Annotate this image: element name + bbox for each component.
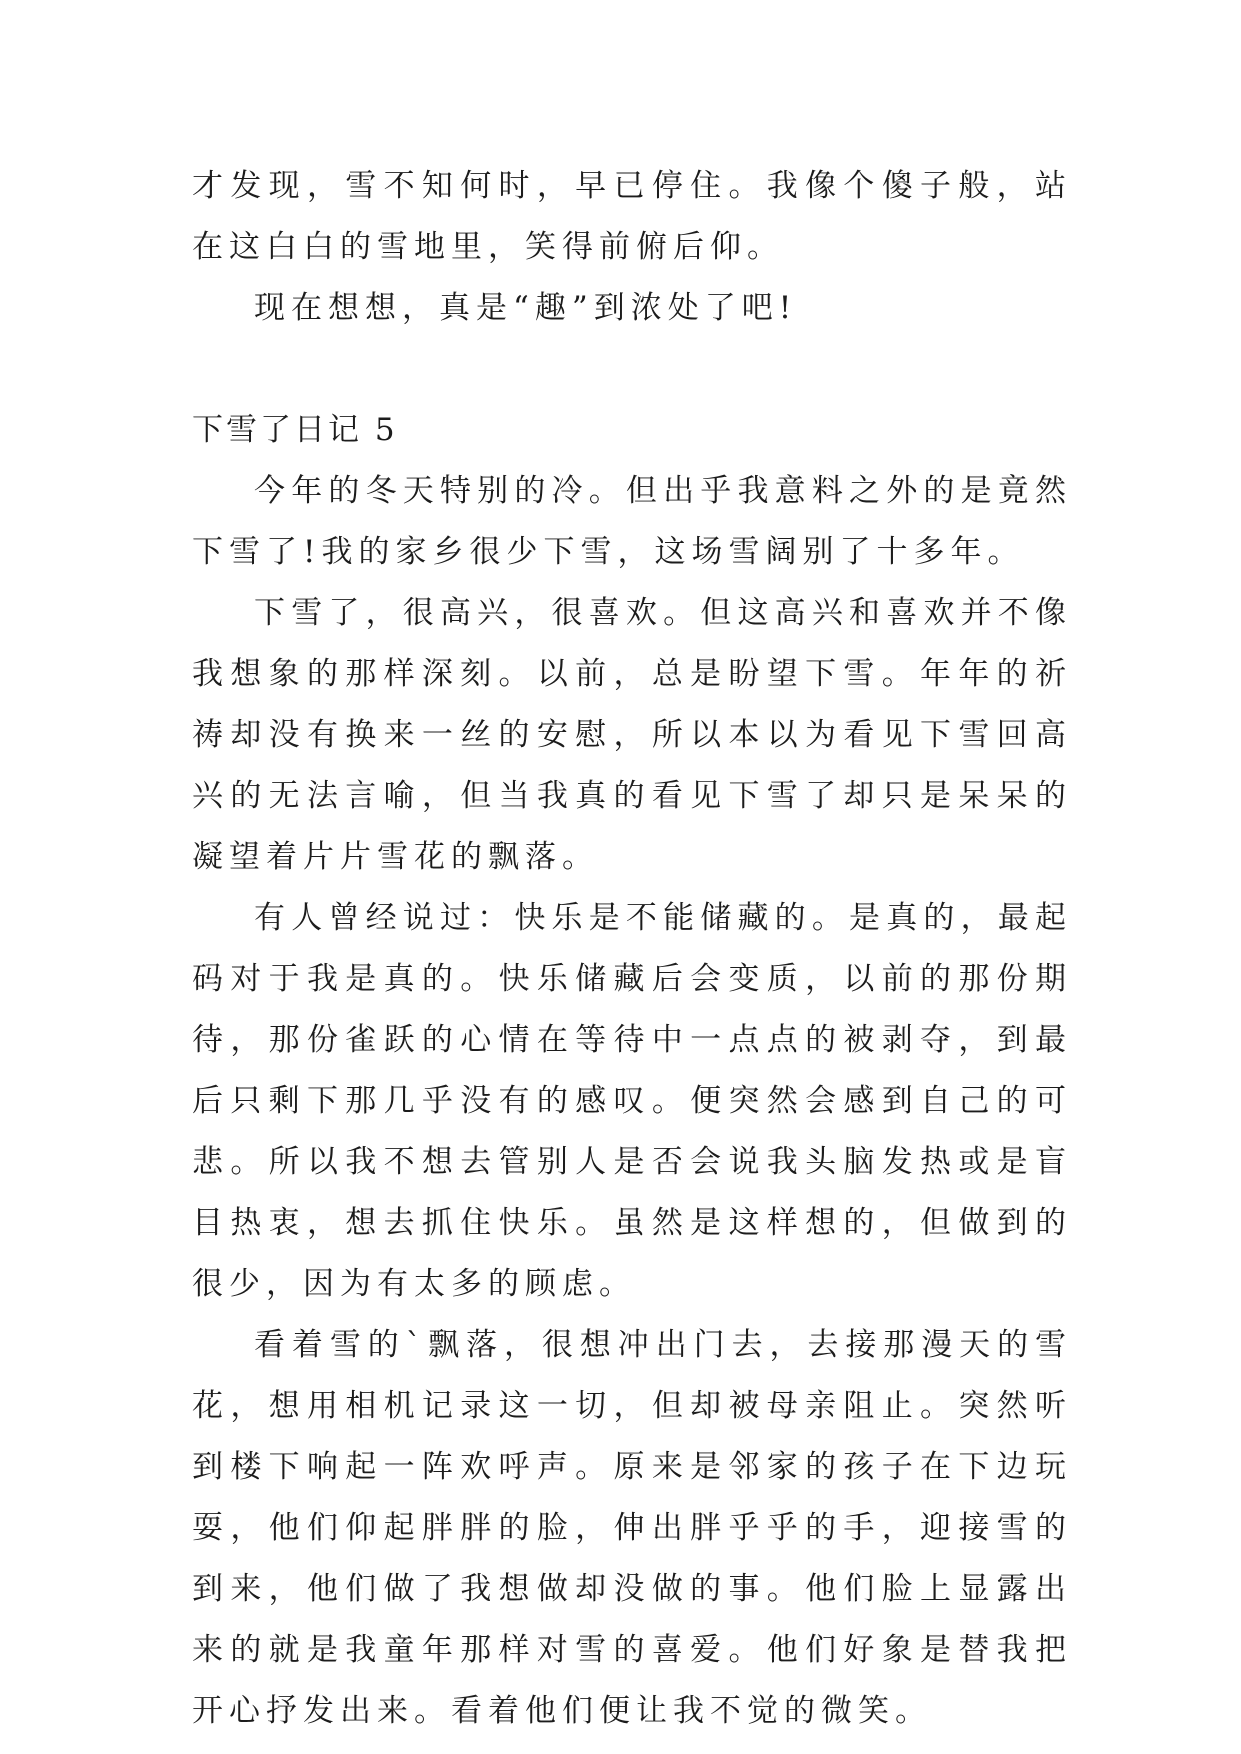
body-paragraph-1: 今年的冬天特别的冷。但出乎我意料之外的是竟然下雪了!我的家乡很少下雪，这场雪阔别了十多年。 xyxy=(192,473,1072,570)
body-paragraph-4: 看着雪的`飘落，很想冲出门去，去接那漫天的雪花，想用相机记录这一切，但却被母亲阻止。突然听到楼下响起一阵欢呼声。原来是邻家的孩子在下边玩耍，他们仰起胖胖的脸，伸出胖乎乎的手，迎接雪的到来，他们做了我想做却没做的事。他们脸上显露出来的就是我童年那样对雪的喜爱。他们好象是替我把开心抒发出来。看着他们便让我不觉的微笑。 xyxy=(192,1327,1072,1729)
body-paragraph-2: 下雪了，很高兴，很喜欢。但这高兴和喜欢并不像我想象的那样深刻。以前，总是盼望下雪。年年的祈祷却没有换来一丝的安慰，所以本以为看见下雪回高兴的无法言喻，但当我真的看见下雪了却只是呆呆的凝望着片片雪花的飘落。 xyxy=(192,595,1072,875)
section-title: 下雪了日记 5 xyxy=(192,412,398,448)
document-body xyxy=(192,156,1072,1742)
continued-paragraph: 才发现，雪不知何时，早已停住。我像个傻子般，站在这白白的雪地里，笑得前俯后仰。 xyxy=(192,168,1072,265)
body-paragraph-3: 有人曾经说过：快乐是不能储藏的。是真的，最起码对于我是真的。快乐储藏后会变质，以前的那份期待，那份雀跃的心情在等待中一点点的被剥夺，到最后只剩下那几乎没有的感叹。便突然会感到自己的可悲。所以我不想去管别人是否会说我头脑发热或是盲目热衷，想去抓住快乐。虽然是这样想的，但做到的很少，因为有太多的顾虑。 xyxy=(192,900,1072,1302)
closing-paragraph: 现在想想，真是“趣”到浓处了吧! xyxy=(254,290,798,326)
